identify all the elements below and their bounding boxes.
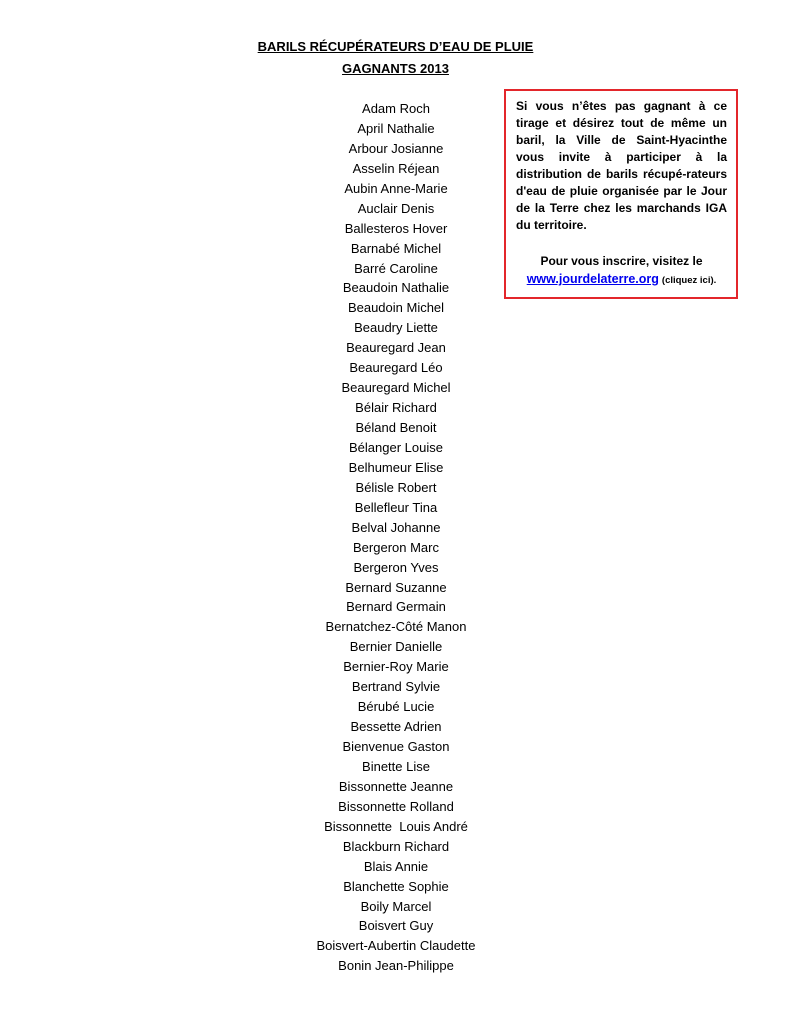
- winner-name: Bernatchez-Côté Manon: [325, 619, 467, 635]
- winner-name: Bissonnette Rolland: [338, 798, 454, 814]
- winner-name: Bienvenue Gaston: [342, 739, 450, 754]
- signup-block: [516, 252, 727, 290]
- winner-name: Blackburn Richard: [342, 838, 450, 854]
- winner-name: Bernier-Roy Marie: [343, 659, 449, 675]
- winner-name: Beaudry Liette: [354, 320, 438, 336]
- winner-name: Bergeron Yves: [353, 559, 439, 575]
- winner-name: Bergeron Marc: [353, 539, 439, 555]
- winner-name: Bonin Jean-Philippe: [338, 958, 454, 974]
- winner-name: Bissonnette Jeanne: [338, 778, 454, 794]
- winner-name: Belval Johanne: [351, 519, 441, 535]
- winner-name: Barnabé Michel: [350, 240, 442, 256]
- winner-name: April Nathalie: [357, 120, 435, 136]
- info-box: [504, 89, 738, 299]
- jourdelaterre-link[interactable]: www.jourdelaterre.org: [526, 272, 659, 286]
- winner-name: Beauregard Jean: [346, 340, 446, 356]
- winner-name: Boily Marcel: [360, 898, 432, 914]
- winner-name: Belhumeur Elise: [348, 459, 444, 475]
- winner-name: Bessette Adrien: [350, 719, 442, 735]
- winner-name: Adam Roch: [362, 101, 430, 116]
- winner-name: Bélisle Robert: [355, 479, 437, 495]
- winner-name: Blais Annie: [363, 858, 429, 874]
- winner-name: Bernard Suzanne: [345, 579, 447, 595]
- winner-name: Asselin Réjean: [352, 160, 440, 176]
- winner-name: Bissonnette Louis André: [324, 818, 468, 834]
- winner-name: Beaudoin Michel: [347, 300, 445, 316]
- winner-name: Bélair Richard: [355, 400, 437, 416]
- winner-name: Blanchette Sophie: [343, 878, 449, 894]
- winner-name: Aubin Anne-Marie: [344, 180, 448, 196]
- winner-name: Boisvert-Aubertin Claudette: [316, 938, 476, 954]
- winner-name: Bertrand Sylvie: [351, 679, 441, 695]
- winner-name: Béland Benoit: [355, 420, 437, 435]
- winner-name: Ballesteros Hover: [344, 220, 448, 236]
- winner-name: Binette Lise: [362, 758, 430, 774]
- winner-name: Beauregard Michel: [341, 380, 451, 396]
- winner-name: Beauregard Léo: [349, 360, 443, 376]
- winner-name: Beaudoin Nathalie: [342, 280, 450, 296]
- info-text: Si vous n’êtes pas gagnant à ce tirage et désirez tout de même un baril, la Ville de Saint-Hyacinthe vous invite à participer à la distribution de barils récupé-rateurs d'eau de pluie organisée par le Jour de la Terre chez les marchands IGA du territoire.: [516, 99, 727, 232]
- link-note: (cliquez ici).: [661, 275, 717, 286]
- winner-name: Bernard Germain: [346, 599, 446, 615]
- winner-name: Bélanger Louise: [349, 439, 443, 455]
- winner-name: Bellefleur Tina: [354, 499, 438, 515]
- winner-name: Bérubé Lucie: [357, 699, 435, 715]
- document-subtitle: GAGNANTS 2013: [342, 61, 449, 76]
- signup-prefix: Pour vous inscrire, visitez le: [540, 254, 703, 268]
- winner-name: Auclair Denis: [357, 200, 435, 216]
- winner-name: Boisvert Guy: [358, 918, 434, 934]
- document-title: BARILS RÉCUPÉRATEURS D’EAU DE PLUIE: [257, 39, 534, 54]
- winner-name: Arbour Josianne: [348, 140, 444, 156]
- winner-name: Barré Caroline: [354, 260, 438, 276]
- winner-name: Bernier Danielle: [349, 639, 443, 655]
- winners-list: [255, 99, 537, 976]
